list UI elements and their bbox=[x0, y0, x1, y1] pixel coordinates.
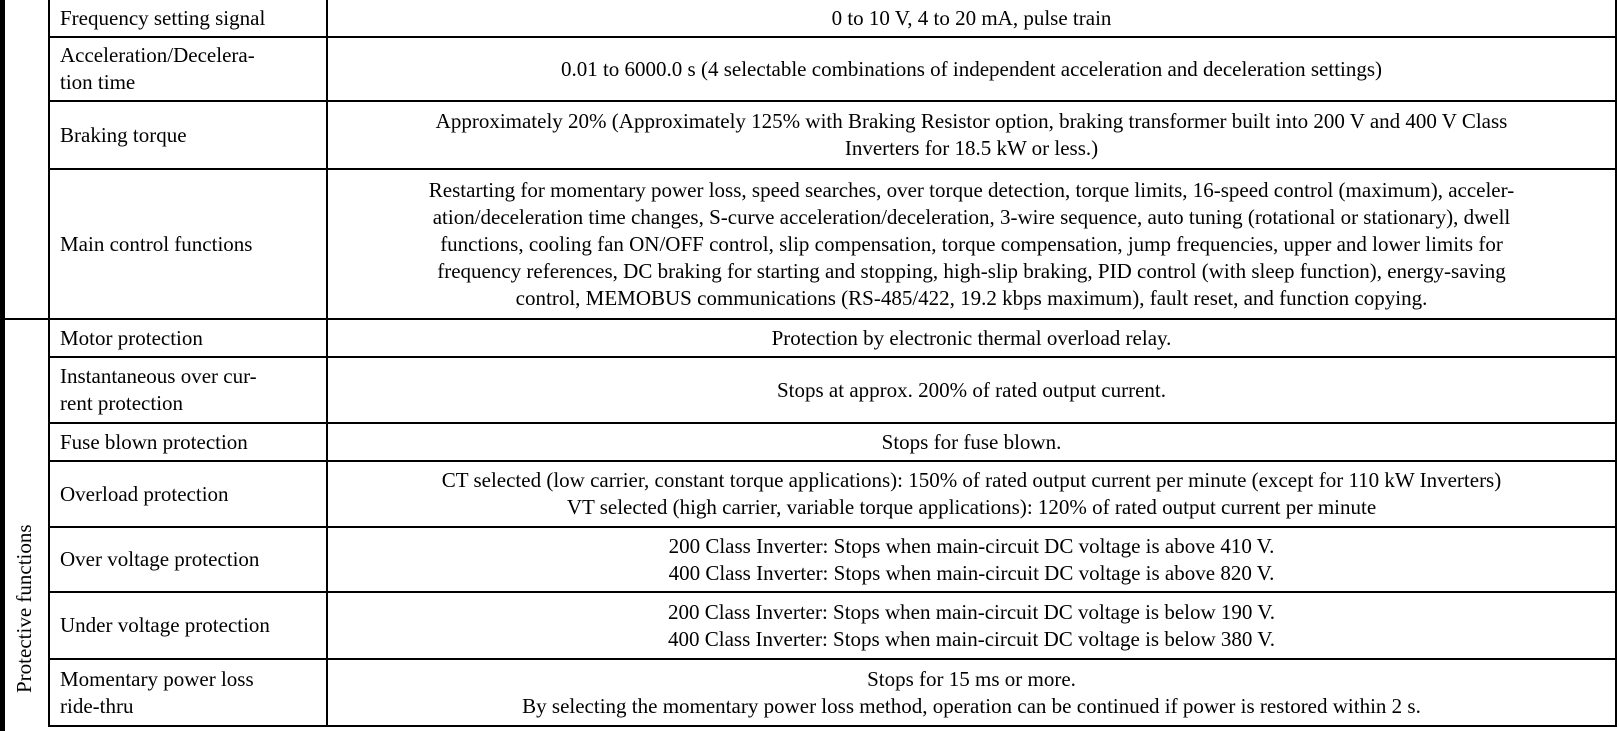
item-name-cell: Main control functions bbox=[49, 169, 327, 319]
item-name-line: Acceleration/Decelera- bbox=[60, 43, 255, 67]
table-row bbox=[0, 37, 1616, 101]
spec-cell bbox=[327, 169, 1616, 319]
item-name-line: Instantaneous over cur- bbox=[60, 364, 257, 388]
spec-line: Restarting for momentary power loss, speed searches, over torque detection, torque limits, 16-speed control (maximum), acceler- bbox=[428, 177, 1515, 202]
item-name-cell bbox=[49, 37, 327, 101]
table-row bbox=[0, 592, 1616, 659]
item-name-cell: Frequency setting signal bbox=[49, 0, 327, 37]
group-label: Protective functions bbox=[12, 524, 36, 693]
table-row bbox=[0, 101, 1616, 169]
spec-cell bbox=[327, 37, 1616, 101]
spec-line: CT selected (low carrier, constant torque applications): 150% of rated output current per minute (except for 110 kW Inverters) bbox=[441, 468, 1502, 492]
table-row bbox=[0, 659, 1616, 726]
item-name-line: tion time bbox=[60, 70, 136, 94]
spec-cell bbox=[327, 423, 1616, 461]
spec-line: 400 Class Inverter: Stops when main-circuit DC voltage is below 380 V. bbox=[668, 626, 1275, 651]
spec-line: ation/deceleration time changes, S-curve acceleration/deceleration, 3-wire sequence, auto tuning (rotational or stationary), dwell bbox=[432, 204, 1511, 229]
table-row bbox=[0, 423, 1616, 461]
item-name-line: ride-thru bbox=[60, 693, 134, 718]
spec-line: Stops for fuse blown. bbox=[881, 429, 1062, 454]
item-name-cell: Overload protection bbox=[49, 461, 327, 527]
spec-cell bbox=[327, 592, 1616, 659]
spec-cell bbox=[327, 461, 1616, 527]
table-row bbox=[0, 461, 1616, 527]
spec-line: Inverters for 18.5 kW or less.) bbox=[844, 136, 1099, 160]
spec-line: Protection by electronic thermal overload relay. bbox=[771, 325, 1172, 350]
table-row bbox=[0, 527, 1616, 592]
item-name-line: rent protection bbox=[60, 391, 184, 415]
spec-cell bbox=[327, 0, 1616, 37]
table-row bbox=[0, 169, 1616, 319]
group-label-cell bbox=[0, 0, 49, 319]
item-name-cell: Under voltage protection bbox=[49, 592, 327, 659]
spec-line: 200 Class Inverter: Stops when main-circuit DC voltage is below 190 V. bbox=[668, 599, 1275, 624]
item-name-cell bbox=[49, 357, 327, 423]
spec-line: 0 to 10 V, 4 to 20 mA, pulse train bbox=[831, 5, 1112, 30]
spec-line: functions, cooling fan ON/OFF control, slip compensation, torque compensation, jump frequencies, upper and lower limits for bbox=[440, 231, 1503, 256]
table-row bbox=[0, 357, 1616, 423]
spec-line: frequency references, DC braking for starting and stopping, high-slip braking, PID control (with sleep function), energy-saving bbox=[437, 258, 1506, 283]
item-name-cell: Over voltage protection bbox=[49, 527, 327, 592]
spec-cell bbox=[327, 319, 1616, 357]
spec-cell bbox=[327, 357, 1616, 423]
item-name-line: Momentary power loss bbox=[60, 666, 254, 691]
spec-cell bbox=[327, 101, 1616, 169]
item-name-cell: Fuse blown protection bbox=[49, 423, 327, 461]
item-name-cell bbox=[49, 659, 327, 726]
spec-line: 200 Class Inverter: Stops when main-circuit DC voltage is above 410 V. bbox=[668, 533, 1275, 558]
spec-line: 400 Class Inverter: Stops when main-circuit DC voltage is above 820 V. bbox=[668, 560, 1275, 585]
group-label-cell bbox=[0, 319, 49, 726]
table-row bbox=[0, 0, 1616, 37]
spec-line: By selecting the momentary power loss method, operation can be continued if power is restored within 2 s. bbox=[522, 693, 1421, 718]
spec-line: Stops for 15 ms or more. bbox=[867, 666, 1076, 691]
spec-cell bbox=[327, 527, 1616, 592]
table-row bbox=[0, 319, 1616, 357]
item-name-cell: Motor protection bbox=[49, 319, 327, 357]
spec-line: 0.01 to 6000.0 s (4 selectable combinations of independent acceleration and deceleration settings) bbox=[560, 56, 1383, 81]
spec-line: VT selected (high carrier, variable torque applications): 120% of rated output current per minute bbox=[566, 495, 1377, 519]
item-name-cell: Braking torque bbox=[49, 101, 327, 169]
spec-line: control, MEMOBUS communications (RS-485/422, 19.2 kbps maximum), fault reset, and function copying. bbox=[515, 285, 1428, 310]
spec-line: Approximately 20% (Approximately 125% with Braking Resistor option, braking transformer built into 200 V and 400 V Class bbox=[435, 109, 1508, 133]
spec-cell bbox=[327, 659, 1616, 726]
spec-line: Stops at approx. 200% of rated output current. bbox=[777, 377, 1166, 402]
